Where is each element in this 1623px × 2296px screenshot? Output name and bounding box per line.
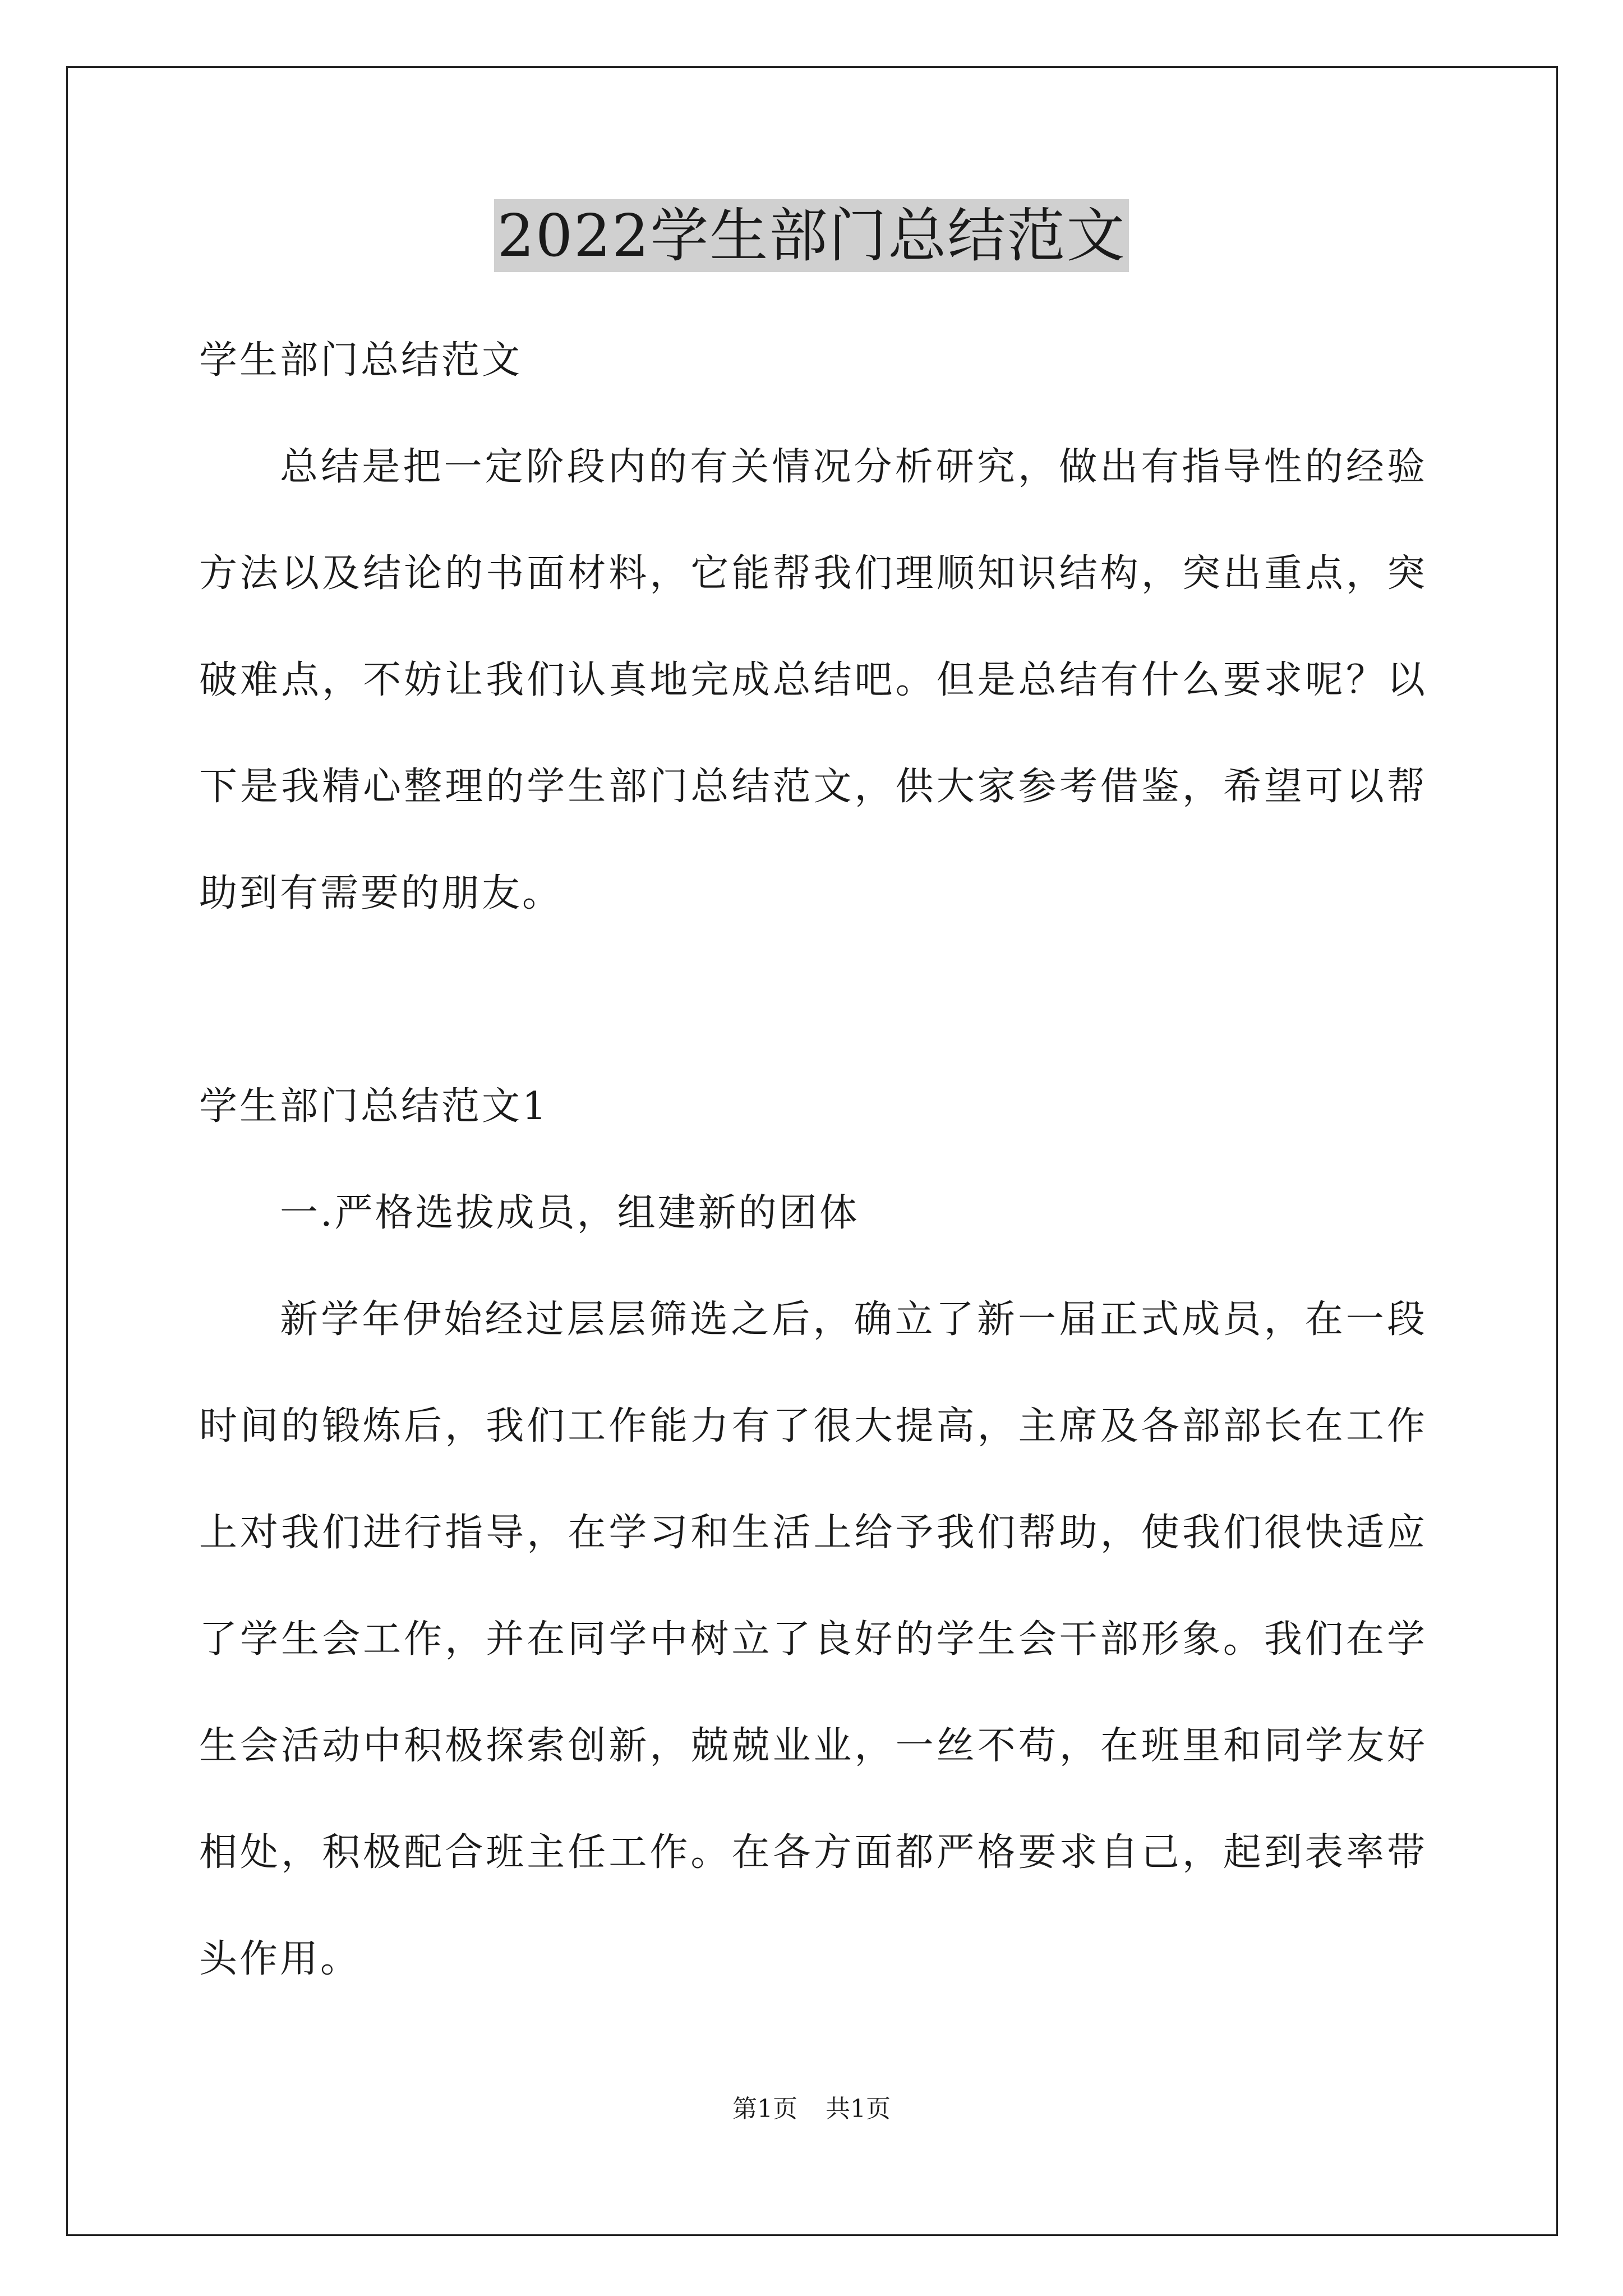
section-heading: 学生部门总结范文1 xyxy=(199,1084,549,1129)
title-container xyxy=(0,199,1623,272)
section-body-paragraph: 新学年伊始经过层层筛选之后，确立了新一届正式成员，在一段时间的锻炼后，我们工作能力有了很大提高，主席及各部部长在工作上对我们进行指导，在学习和生活上给予我们帮助，使我们很快适应了学生会工作，并在同学中树立了良好的学生会干部形象。我们在学生会活动中积极探索创新，兢兢业业，一丝不苟，在班里和同学友好相处，积极配合班主任工作。在各方面都严格要求自己，起到表率带头作用。 xyxy=(199,1297,1427,1981)
section-item-heading: 一.严格选拔成员，组建新的团体 xyxy=(280,1191,860,1235)
subtitle: 学生部门总结范文 xyxy=(199,338,523,383)
spacer xyxy=(199,947,1427,1053)
page-footer xyxy=(0,2092,1623,2126)
intro-paragraph: 总结是把一定阶段内的有关情况分析研究，做出有指导性的经验方法以及结论的书面材料，它能帮我们理顺知识结构，突出重点，突破难点，不妨让我们认真地完成总结吧。但是总结有什么要求呢？以下是我精心整理的学生部门总结范文，供大家参考借鉴，希望可以帮助到有需要的朋友。 xyxy=(199,445,1427,915)
document-title: 2022学生部门总结范文 xyxy=(494,199,1129,272)
document-body xyxy=(199,307,1427,2013)
page-number: 第1页 xyxy=(732,2095,797,2123)
page-count: 共1页 xyxy=(826,2095,891,2123)
